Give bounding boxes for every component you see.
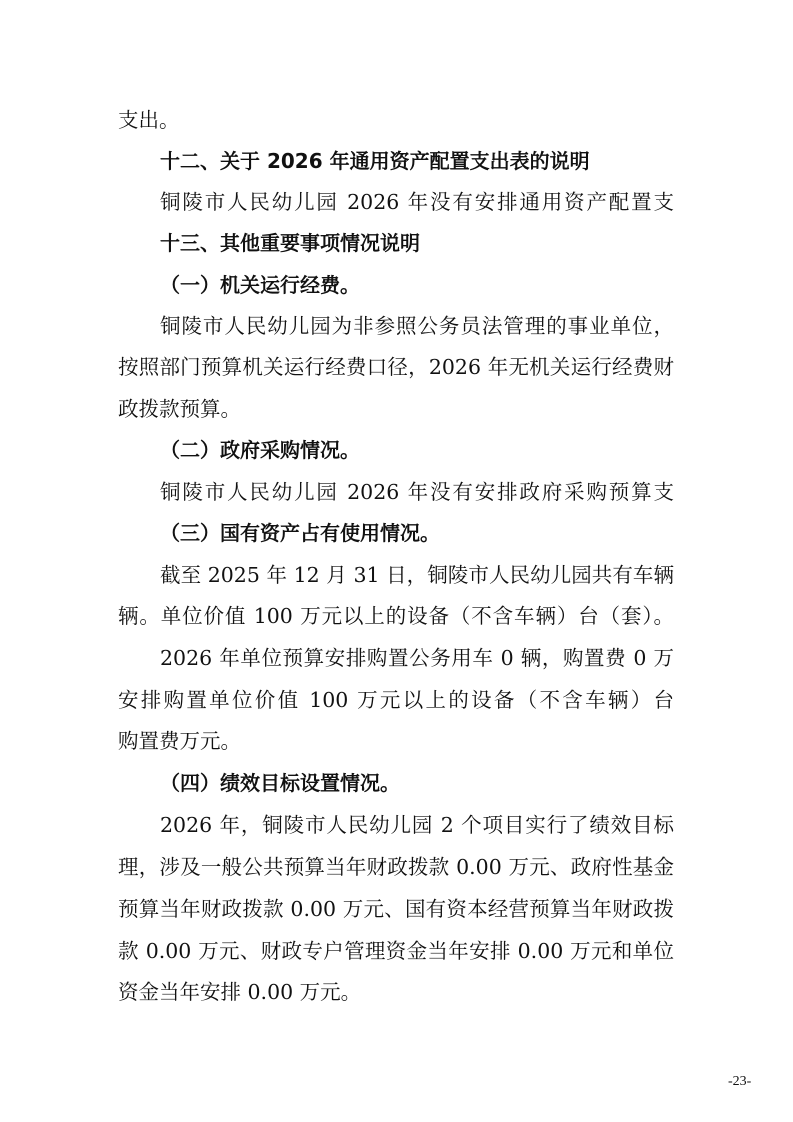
paragraph-line: 支出。	[118, 108, 180, 132]
section-heading-13: 十三、其他重要事项情况说明	[160, 231, 420, 255]
paragraph-line: 款 0.00 万元、财政专户管理资金当年安排 0.00 万元和单位	[118, 939, 674, 963]
section-heading-12: 十二、关于 2026 年通用资产配置支出表的说明	[160, 149, 590, 173]
subheading-1: （一）机关运行经费。	[160, 273, 360, 297]
paragraph-line: 2026 年单位预算安排购置公务用车 0 辆，购置费 0 万	[160, 646, 674, 670]
paragraph-line: 按照部门预算机关运行经费口径，2026 年无机关运行经费财	[118, 355, 674, 379]
subheading-4: （四）绩效目标设置情况。	[160, 771, 400, 795]
subheading-3: （三）国有资产占有使用情况。	[160, 521, 440, 545]
paragraph-line: 安排购置单位价值 100 万元以上的设备（不含车辆）台	[118, 688, 674, 712]
paragraph-line: 截至 2025 年 12 月 31 日，铜陵市人民幼儿园共有车辆	[160, 563, 674, 587]
paragraph-line: 购置费万元。	[118, 729, 241, 753]
paragraph-line: 资金当年安排 0.00 万元。	[118, 980, 362, 1004]
paragraph-line: 理，涉及一般公共预算当年财政拨款 0.00 万元、政府性基金	[118, 855, 674, 879]
paragraph-line: 铜陵市人民幼儿园 2026 年没有安排通用资产配置支	[160, 190, 674, 214]
paragraph-line: 铜陵市人民幼儿园 2026 年没有安排政府采购预算支	[160, 480, 674, 504]
page-number: -23-	[728, 1074, 752, 1089]
paragraph-line: 2026 年，铜陵市人民幼儿园 2 个项目实行了绩效目标	[160, 813, 674, 837]
paragraph-line: 政拨款预算。	[118, 397, 241, 421]
paragraph-line: 铜陵市人民幼儿园为非参照公务员法管理的事业单位，	[160, 314, 674, 338]
paragraph-line: 辆。单位价值 100 万元以上的设备（不含车辆）台（套）。	[118, 604, 674, 628]
subheading-2: （二）政府采购情况。	[160, 438, 360, 462]
paragraph-line: 预算当年财政拨款 0.00 万元、国有资本经营预算当年财政拨	[118, 897, 674, 921]
